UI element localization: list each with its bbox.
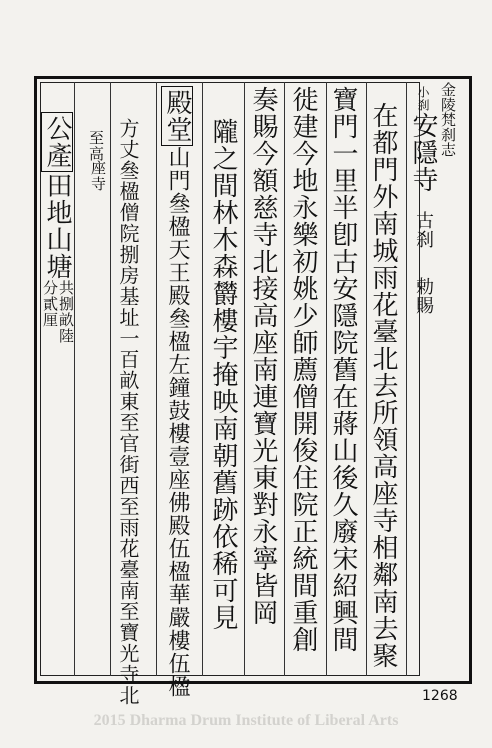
estate-note-1: 共捌畝陸 xyxy=(57,280,75,344)
page-number: 1268 xyxy=(422,688,458,704)
column-rule xyxy=(284,82,285,676)
column-rule xyxy=(110,82,111,676)
hall-label: 殿堂 xyxy=(161,86,193,146)
temple-note: 古刹 xyxy=(413,211,434,249)
text-column-5: 隴之間林木森欝樓宇掩映南朝舊跡依稀可見 xyxy=(208,118,238,631)
estate-note-2: 分貳厘 xyxy=(41,280,59,328)
text-column-2: 寶門一里半卽古安隱院舊在蔣山後久廢宋紹興間 xyxy=(328,86,358,653)
column-rule xyxy=(326,82,327,676)
book-title: 金陵梵刹志 xyxy=(439,82,457,157)
column-rule xyxy=(202,82,203,676)
column-rule xyxy=(156,82,157,676)
temple-title-column xyxy=(410,86,436,315)
temple-note-2: 勅賜 xyxy=(413,277,434,315)
text-column-3: 徙建今地永樂初姚少師薦僧開俊住院正統間重創 xyxy=(288,86,318,653)
fangzhang-text: 方丈叄楹僧院捌房基址一百畝東至官街西至雨花臺南至寶光寺北 xyxy=(116,118,140,706)
text-column-4: 奏賜今額慈寺北接高座南連寶光東對永寧皆岡 xyxy=(248,86,278,626)
hall-text: 山門叄楹天王殿叄楹左鐘鼓樓壹座佛殿伍楹華嚴樓伍楹 xyxy=(165,146,190,698)
boundary-line-1: 至高 xyxy=(87,130,105,162)
estate-label: 公產 xyxy=(41,112,73,172)
column-rule xyxy=(244,82,245,676)
estate-column xyxy=(44,112,70,280)
fangzhang-column xyxy=(118,118,138,706)
column-rule xyxy=(74,82,75,676)
temple-category: 小刹 xyxy=(416,86,430,112)
boundary-note xyxy=(88,130,103,162)
boundary-note-b xyxy=(90,160,105,192)
text-column-1: 在都門外南城雨花臺北去所領高座寺相鄰南去聚 xyxy=(368,102,398,669)
column-rule xyxy=(406,82,407,676)
column-rule xyxy=(366,82,367,676)
watermark: 2015 Dharma Drum Institute of Liberal Arts xyxy=(93,712,399,729)
temple-name: 安隱寺 xyxy=(408,112,438,193)
estate-text: 田地山塘 xyxy=(42,172,72,280)
boundary-line-2: 座寺 xyxy=(89,160,107,192)
hall-column xyxy=(164,86,190,698)
